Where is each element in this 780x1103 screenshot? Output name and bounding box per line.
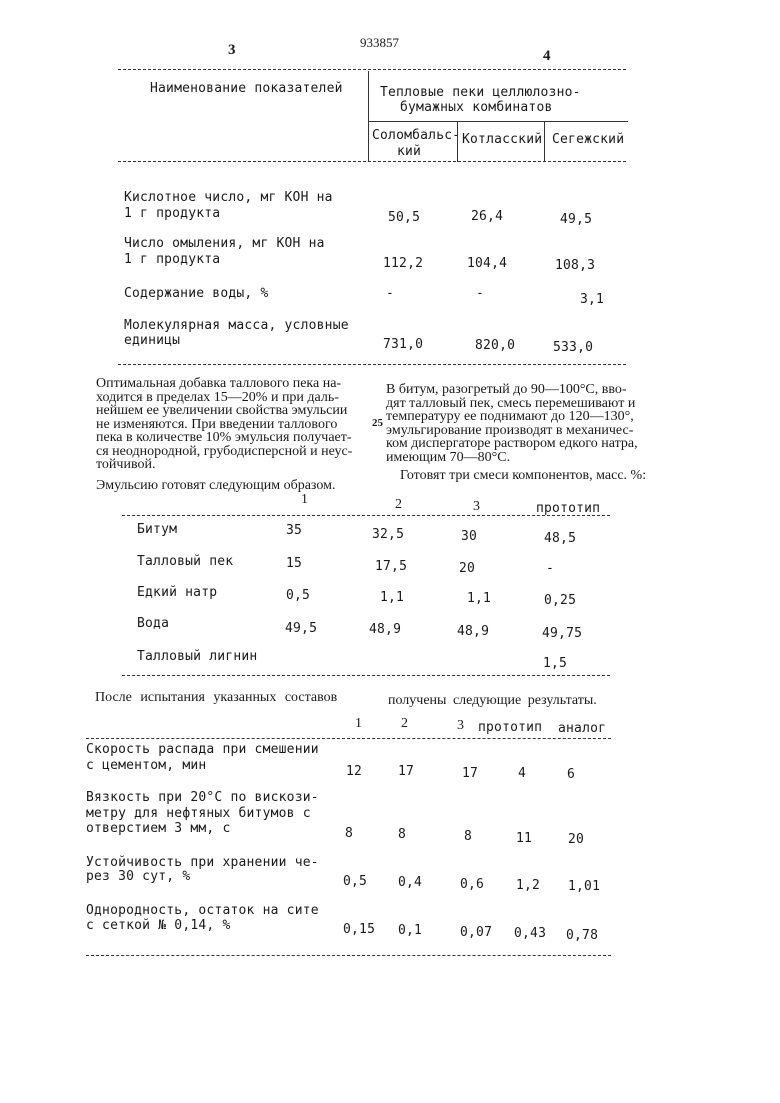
row-label: Число омыления, мг КОН на: [124, 236, 325, 251]
results-bottom-rule: [86, 955, 611, 956]
cell-value: 17: [398, 764, 415, 779]
column-header: прототип: [478, 720, 543, 735]
row-label-cont: 1 г продукта: [124, 252, 221, 267]
group-header-line-2: бумажных комбинатов: [400, 100, 553, 115]
cell-value: 0,5: [343, 874, 368, 889]
right-last-line: Готовят три смеси компонентов, масс. %:: [400, 468, 647, 483]
results-header-rule: [86, 738, 611, 739]
row-label: Битум: [137, 522, 178, 537]
row-label: Содержание воды, %: [124, 286, 269, 301]
column-header: 2: [395, 497, 402, 512]
row-label: Вода: [137, 616, 170, 631]
column-header: 1: [355, 716, 362, 731]
column-header: 2: [401, 716, 408, 731]
cell-value: 48,5: [544, 531, 577, 546]
cell-value: 731,0: [383, 337, 424, 352]
table-bottom-rule: [118, 364, 626, 365]
row-label: Скорость распада при смешении: [86, 742, 319, 757]
cell-value: 49,75: [542, 626, 583, 641]
column-header-name: Наименование показателей: [150, 81, 343, 96]
left-last-line: Эмульсию готовят следующим образом.: [96, 478, 336, 493]
mixtures-bottom-rule: [122, 675, 610, 676]
cell-value: 11: [516, 831, 533, 846]
cell-value: 112,2: [383, 256, 424, 271]
cell-value: 1,1: [380, 590, 405, 605]
results-intro-right: получены следующие результаты.: [388, 693, 597, 708]
row-label: Молекулярная масса, условные: [124, 318, 349, 333]
cell-value: 20: [459, 561, 476, 576]
cell-value: 49,5: [560, 212, 593, 227]
column-header-segezha: Сегежский: [552, 132, 625, 147]
cell-value: 8: [464, 829, 473, 844]
cell-value: 3,1: [580, 292, 605, 307]
column-header-kotlas: Котласский: [462, 132, 543, 147]
column-header: 1: [301, 492, 308, 507]
cell-value: 0,43: [514, 926, 547, 941]
page-number-left: 3: [228, 42, 236, 58]
cell-value: 0,07: [460, 925, 493, 940]
page-number-right: 4: [543, 48, 551, 64]
cell-value: 8: [345, 826, 354, 841]
column-header: 3: [457, 718, 464, 733]
left-paragraph: Оптимальная добавка таллового пека на- ходится в пределах 15—20% и при даль- нейшем ее увеличении свойства эмульсии не изменяются. При введении таллового пека в количестве 10% эмульсия получает- ся неоднородной, грубодисперсной и неус- тойчивой.: [96, 376, 353, 472]
cell-value: 820,0: [475, 338, 516, 353]
cell-value: 26,4: [471, 209, 504, 224]
cell-value: 0,25: [544, 593, 577, 608]
cell-value: 30: [461, 529, 478, 544]
cell-value: 0,15: [343, 922, 376, 937]
column-header-solombala: Соломбальс-: [372, 128, 461, 143]
cell-value: 0,5: [286, 588, 311, 603]
cell-value: 0,4: [398, 875, 423, 890]
row-label-cont: 1 г продукта: [124, 206, 221, 221]
column-header: 3: [473, 499, 480, 514]
line-number: 25: [372, 417, 383, 429]
cell-value: 35: [286, 523, 303, 538]
cell-value: 48,9: [457, 624, 490, 639]
cell-value: 32,5: [372, 527, 405, 542]
cell-value: -: [546, 561, 555, 576]
row-label: Однородность, остаток на сите: [86, 903, 319, 918]
group-header-rule: [368, 121, 628, 122]
row-label: Талловый пек: [137, 554, 234, 569]
cell-value: 15: [286, 556, 303, 571]
column-divider-1: [457, 122, 458, 162]
document-number: 933857: [360, 35, 399, 50]
cell-value: 1,5: [543, 656, 568, 671]
group-header-line-1: Тепловые пеки целлюлозно-: [380, 85, 581, 100]
row-label: Вязкость при 20°С по вискози-: [86, 790, 319, 805]
cell-value: 49,5: [285, 621, 318, 636]
mixtures-header-rule: [122, 515, 610, 516]
column-header-solombala-2: кий: [397, 144, 422, 159]
results-intro-left: После испытания указанных составов: [95, 690, 338, 705]
header-bottom-rule: [118, 161, 626, 162]
row-label: Устойчивость при хранении че-: [86, 855, 319, 870]
row-label: Едкий натр: [137, 585, 218, 600]
cell-value: 4: [518, 766, 527, 781]
table-top-rule: [118, 69, 626, 70]
cell-value: 0,6: [460, 877, 485, 892]
cell-value: 6: [567, 767, 576, 782]
row-label-cont: с сеткой № 0,14, %: [86, 918, 231, 933]
row-label: Талловый лигнин: [137, 649, 258, 664]
cell-value: 0,78: [566, 928, 599, 943]
cell-value: 12: [346, 764, 363, 779]
column-divider-2: [544, 122, 545, 162]
row-label-cont: единицы: [124, 333, 181, 348]
header-divider: [368, 71, 369, 161]
cell-value: 50,5: [388, 210, 421, 225]
column-header: аналог: [558, 721, 607, 736]
row-label-cont: отверстием 3 мм, с: [86, 821, 231, 836]
cell-value: -: [386, 286, 395, 301]
column-header: прототип: [536, 501, 601, 516]
right-paragraph: В битум, разогретый до 90—100°С, вво- дят талловый пек, смесь перемешивают и температуру ее поднимают до 120—130°, эмульгирование производят в механичес- ком диспергаторе раствором едкого натра, имеющим 70—80°С.: [386, 382, 638, 465]
cell-value: 48,9: [369, 622, 402, 637]
cell-value: 0,1: [398, 923, 423, 938]
cell-value: 17,5: [375, 559, 408, 574]
cell-value: -: [476, 286, 485, 301]
row-label-cont: с цементом, мин: [86, 758, 207, 773]
cell-value: 8: [398, 827, 407, 842]
cell-value: 104,4: [467, 256, 508, 271]
row-label-cont: рез 30 сут, %: [86, 869, 191, 884]
row-label-cont: метру для нефтяных битумов с: [86, 806, 311, 821]
cell-value: 17: [462, 766, 479, 781]
cell-value: 1,01: [568, 879, 601, 894]
cell-value: 108,3: [555, 258, 596, 273]
cell-value: 533,0: [553, 340, 594, 355]
cell-value: 20: [568, 832, 585, 847]
row-label: Кислотное число, мг КОН на: [124, 190, 333, 205]
cell-value: 1,2: [516, 878, 541, 893]
cell-value: 1,1: [467, 591, 492, 606]
